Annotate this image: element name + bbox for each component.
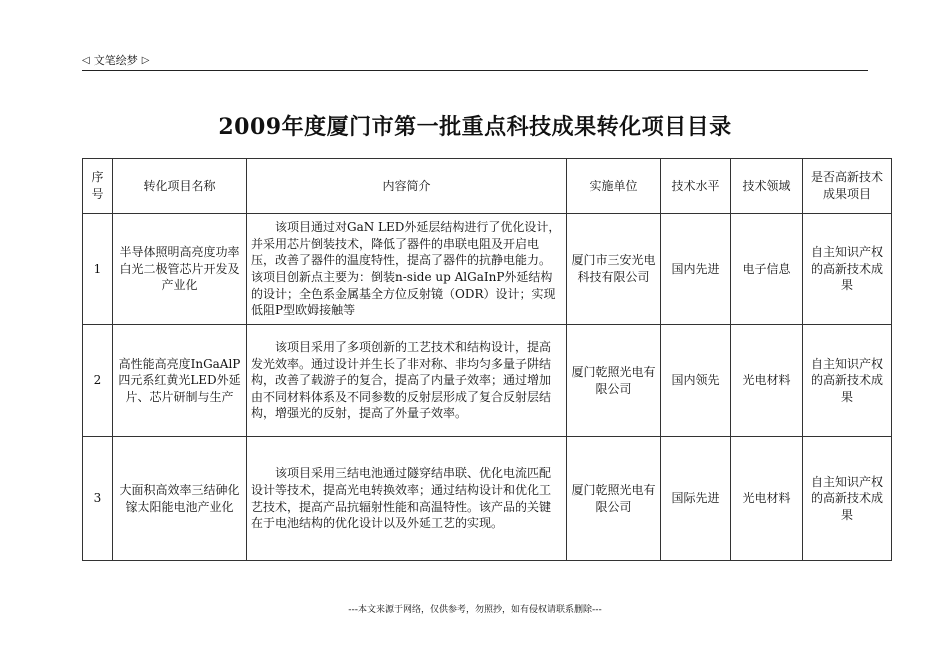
- col-header-level: 技术水平: [661, 159, 731, 214]
- header-brand: 文笔绘梦: [93, 54, 138, 67]
- cell-hightech: 自主知识产权的高新技术成果: [803, 214, 892, 325]
- left-triangle-icon: ◁: [82, 54, 90, 66]
- footer-disclaimer: ---本文来源于网络，仅供参考，勿照抄，如有侵权请联系删除---: [348, 605, 602, 615]
- table-row: [83, 214, 892, 325]
- header-brand-group: [82, 52, 149, 68]
- cell-hightech: 自主知识产权的高新技术成果: [803, 437, 892, 561]
- cell-level: 国际先进: [661, 437, 731, 561]
- cell-desc: 该项目采用了多项创新的工艺技术和结构设计，提高发光效率。通过设计并生长了非对称、非均匀多量子阱结构，改善了载游子的复合，提高了内量子效率；通过增加由不同材料体系及不同参数的反射层形成了复合反射层结构，增强光的反射，提高了外量子效率。: [247, 325, 567, 437]
- cell-no: 3: [83, 437, 113, 561]
- col-header-name: 转化项目名称: [113, 159, 247, 214]
- cell-no: 2: [83, 325, 113, 437]
- cell-desc: 该项目采用三结电池通过隧穿结串联、优化电流匹配设计等技术，提高光电转换效率；通过结构设计和优化工艺技术，提高产品抗辐射性能和高温特性。该产品的关键在于电池结构的优化设计以及外延工艺的实现。: [247, 437, 567, 561]
- cell-name: 半导体照明高亮度功率白光二极管芯片开发及产业化: [113, 214, 247, 325]
- cell-no: 1: [83, 214, 113, 325]
- col-header-field: 技术领域: [731, 159, 803, 214]
- cell-name: 高性能高亮度InGaAlP四元系红黄光LED外延片、芯片研制与生产: [113, 325, 247, 437]
- cell-desc: 该项目通过对GaN LED外延层结构进行了优化设计，并采用芯片倒装技术，降低了器件的串联电阻及开启电压，改善了器件的温度特性，提高了器件的抗静电能力。该项目创新点主要为：倒装n-side up AlGaInP外延结构的设计；全色系金属基全方位反射镜（ODR）设计；实现低阻P型欧姆接触等: [247, 214, 567, 325]
- col-header-hightech: 是否高新技术成果项目: [803, 159, 892, 214]
- table-row: [83, 325, 892, 437]
- table-row: [83, 437, 892, 561]
- col-header-desc: 内容简介: [247, 159, 567, 214]
- cell-field: 电子信息: [731, 214, 803, 325]
- col-header-no: 序号: [83, 159, 113, 214]
- table-header-row: [83, 159, 892, 214]
- project-table: [82, 158, 892, 561]
- page-header: [82, 50, 868, 71]
- document-title: 2009年度厦门市第一批重点科技成果转化项目目录: [218, 114, 732, 140]
- cell-name: 大面积高效率三结砷化镓太阳能电池产业化: [113, 437, 247, 561]
- right-triangle-icon: ▷: [141, 54, 150, 66]
- cell-unit: 厦门乾照光电有限公司: [567, 437, 661, 561]
- cell-field: 光电材料: [731, 325, 803, 437]
- cell-level: 国内先进: [661, 214, 731, 325]
- cell-field: 光电材料: [731, 437, 803, 561]
- col-header-unit: 实施单位: [567, 159, 661, 214]
- cell-level: 国内领先: [661, 325, 731, 437]
- cell-unit: 厦门乾照光电有限公司: [567, 325, 661, 437]
- cell-unit: 厦门市三安光电科技有限公司: [567, 214, 661, 325]
- cell-hightech: 自主知识产权的高新技术成果: [803, 325, 892, 437]
